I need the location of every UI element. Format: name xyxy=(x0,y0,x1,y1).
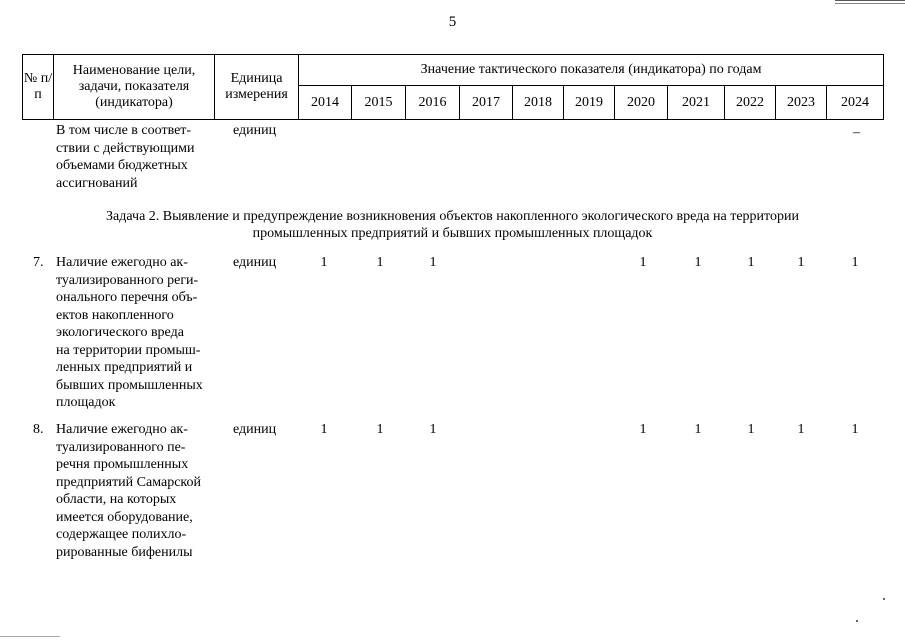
row-7-value: 1 xyxy=(429,255,437,270)
scan-speck xyxy=(883,598,885,600)
year-2019: 2019 xyxy=(564,86,615,120)
row-7-num: 7. xyxy=(33,255,44,270)
row-8-value: 1 xyxy=(429,422,437,437)
year-2021: 2021 xyxy=(668,86,725,120)
row-8-value: 1 xyxy=(376,422,384,437)
row-7-value: 1 xyxy=(797,255,805,270)
name-line: предприятий Самарской xyxy=(56,474,201,490)
corner-rule xyxy=(835,3,905,4)
task-line-2: промышленных предприятий и бывших промышленных площадок xyxy=(252,226,653,241)
corner-rule xyxy=(835,0,905,1)
row-7-value: 1 xyxy=(320,255,328,270)
row-7-value: 1 xyxy=(376,255,384,270)
row-8-value: 1 xyxy=(694,422,702,437)
name-line: ленных предприятий и xyxy=(56,360,193,375)
row-8-value: 1 xyxy=(639,422,647,437)
year-2023: 2023 xyxy=(776,86,827,120)
row-8-value: 1 xyxy=(747,422,755,437)
row-7-value: 1 xyxy=(747,255,755,270)
year-2018: 2018 xyxy=(513,86,564,120)
header-name: Наименование цели, задачи, показателя (индикатора) xyxy=(54,55,215,120)
row-7-unit: единиц xyxy=(233,255,277,270)
task-heading xyxy=(0,208,905,242)
task-line-1: Задача 2. Выявление и предупреждение возникновения объектов накопленного экологического вреда на территории xyxy=(106,209,799,224)
row-8-value: 1 xyxy=(320,422,328,437)
page-number: 5 xyxy=(448,14,457,30)
year-2014: 2014 xyxy=(299,86,352,120)
name-line: речня промышленных xyxy=(56,457,189,472)
name-line: онального перечня объ- xyxy=(56,290,198,305)
year-2016: 2016 xyxy=(406,86,460,120)
name-line: Наличие ежегодно ак- xyxy=(56,422,188,437)
name-line: на территории промыш- xyxy=(56,342,201,358)
name-line: Наличие ежегодно ак- xyxy=(56,255,188,270)
year-2022: 2022 xyxy=(725,86,776,120)
row-7-value: 1 xyxy=(694,255,702,270)
year-2024: 2024 xyxy=(827,86,884,120)
row-7-name xyxy=(56,254,214,412)
name-line: имеется оборудование, xyxy=(56,509,193,525)
name-line: содержащее полихло- xyxy=(56,527,187,542)
row-8-name xyxy=(56,421,214,561)
name-line: рированные бифенилы xyxy=(56,544,193,560)
cont-row-unit: единиц xyxy=(233,123,277,138)
name-line: площадок xyxy=(56,395,116,410)
row-7-value: 1 xyxy=(851,255,859,270)
row-8-value: 1 xyxy=(797,422,805,437)
cont-row-name xyxy=(56,122,214,192)
name-line: бывших промышленных xyxy=(56,377,203,393)
year-2015: 2015 xyxy=(352,86,406,120)
row-7-value: 1 xyxy=(639,255,647,270)
name-line: области, на которых xyxy=(56,492,177,507)
name-line: экологического вреда xyxy=(56,325,184,340)
header-table xyxy=(22,54,884,120)
row-8-num: 8. xyxy=(33,422,44,437)
scan-speck xyxy=(856,620,858,622)
header-unit: Единица измерения xyxy=(215,55,299,120)
name-line: туализированного реги- xyxy=(56,272,199,288)
year-2020: 2020 xyxy=(615,86,668,120)
scan-edge xyxy=(0,636,60,637)
header-num: № п/п xyxy=(23,55,54,120)
name-line: туализированного пе- xyxy=(56,439,186,455)
name-line: ектов накопленного xyxy=(56,307,174,323)
row-8-value: 1 xyxy=(851,422,859,437)
header-values: Значение тактического показателя (индикатора) по годам xyxy=(299,55,884,86)
name-line: ствии с действующими xyxy=(56,140,195,156)
row-8-unit: единиц xyxy=(233,422,277,437)
cont-row-value-2024: – xyxy=(853,125,860,140)
name-line: ассигнований xyxy=(56,175,138,191)
name-line: В том числе в соответ- xyxy=(56,123,192,138)
year-2017: 2017 xyxy=(460,86,513,120)
name-line: объемами бюджетных xyxy=(56,158,188,173)
